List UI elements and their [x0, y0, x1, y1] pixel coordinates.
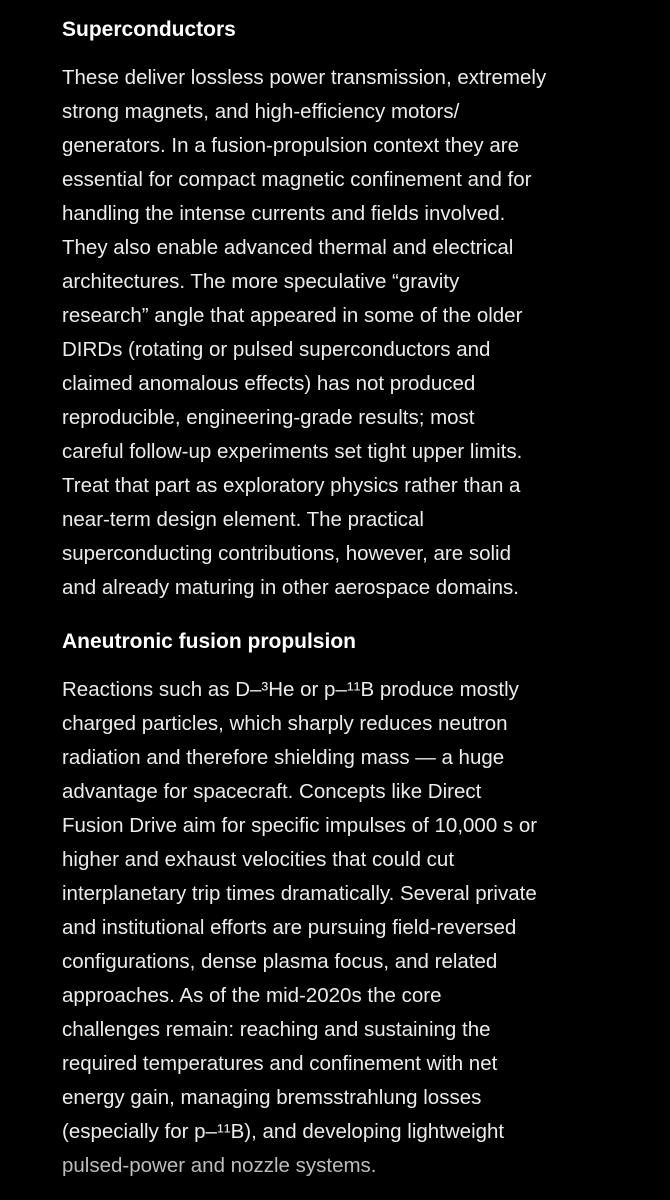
paragraph-line: careful follow-up experiments set tight upper limits. — [62, 440, 523, 463]
paragraph-line: essential for compact magnetic confinement and for — [62, 168, 532, 191]
paragraph-line: handling the intense currents and fields involved. — [62, 202, 506, 225]
paragraph-line: pulsed-power and nozzle systems. — [62, 1154, 377, 1177]
paragraph-line: configurations, dense plasma focus, and related — [62, 950, 498, 973]
section-superconductors — [62, 14, 642, 605]
paragraph-line: research” angle that appeared in some of the older — [62, 304, 523, 327]
paragraph-line: higher and exhaust velocities that could cut — [62, 848, 455, 871]
paragraph-line: generators. In a fusion-propulsion context they are — [62, 134, 519, 157]
paragraph-line: strong magnets, and high-efficiency motors/ — [62, 100, 460, 123]
paragraph-line: energy gain, managing bremsstrahlung losses — [62, 1086, 482, 1109]
paragraph-line: Treat that part as exploratory physics rather than a — [62, 474, 521, 497]
paragraph-line: near-term design element. The practical — [62, 508, 424, 531]
section-heading: Superconductors — [62, 18, 236, 41]
paragraph-line: advantage for spacecraft. Concepts like Direct — [62, 780, 482, 803]
paragraph-line: and institutional efforts are pursuing field-reversed — [62, 916, 517, 939]
paragraph-line: Fusion Drive aim for specific impulses of 10,000 s or — [62, 814, 538, 837]
paragraph-line: approaches. As of the mid-2020s the core — [62, 984, 442, 1007]
paragraph-line: charged particles, which sharply reduces neutron — [62, 712, 508, 735]
paragraph-line: interplanetary trip times dramatically. Several private — [62, 882, 537, 905]
paragraph-line: They also enable advanced thermal and electrical — [62, 236, 514, 259]
section-paragraph — [62, 673, 642, 1183]
paragraph-line: claimed anomalous effects) has not produced — [62, 372, 476, 395]
section-paragraph — [62, 61, 642, 605]
paragraph-line: These deliver lossless power transmission, extremely — [62, 66, 547, 89]
paragraph-line: required temperatures and confinement with net — [62, 1052, 498, 1075]
paragraph-line: and already maturing in other aerospace domains. — [62, 576, 519, 599]
paragraph-line: DIRDs (rotating or pulsed superconductors and — [62, 338, 491, 361]
response-body — [62, 14, 642, 1183]
paragraph-line: Reactions such as D–³He or p–¹¹B produce mostly — [62, 678, 519, 701]
paragraph-line: superconducting contributions, however, are solid — [62, 542, 511, 565]
paragraph-line: radiation and therefore shielding mass — a huge — [62, 746, 505, 769]
section-heading: Aneutronic fusion propulsion — [62, 630, 356, 653]
paragraph-line: architectures. The more speculative “gravity — [62, 270, 460, 293]
paragraph-line: reproducible, engineering-grade results; most — [62, 406, 475, 429]
paragraph-line: challenges remain: reaching and sustaining the — [62, 1018, 491, 1041]
paragraph-line: (especially for p–¹¹B), and developing lightweight — [62, 1120, 505, 1143]
section-aneutronic-fusion — [62, 626, 642, 1183]
